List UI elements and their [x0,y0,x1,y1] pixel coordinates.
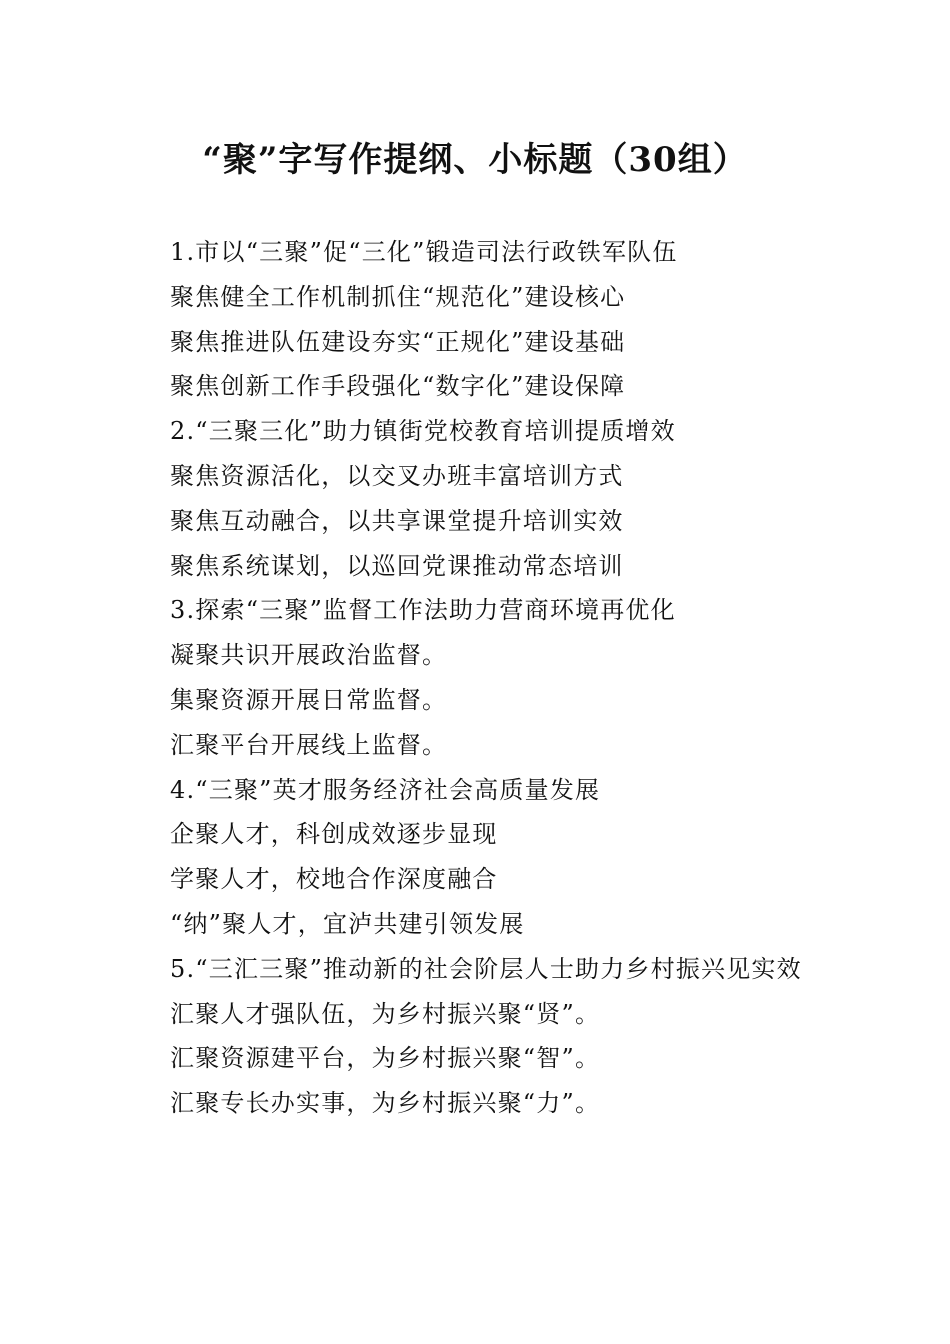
paragraph-item-2-heading: 2.“三聚三化”助力镇街党校教育培训提质增效 [170,417,676,446]
paragraph-item-5-heading: 5.“三汇三聚”推动新的社会阶层人士助力乡村振兴见实效 [170,954,802,983]
paragraph-item-2-sub-1: 聚焦资源活化，以交叉办班丰富培训方式 [170,461,624,490]
paragraph-item-4-sub-1: 企聚人才，科创成效逐步显现 [170,820,498,849]
paragraph-item-5-sub-2: 汇聚资源建平台，为乡村振兴聚“智”。 [170,1044,601,1073]
paragraph-item-4-heading: 4.“三聚”英才服务经济社会高质量发展 [170,775,601,804]
paragraph-item-2-sub-3: 聚焦系统谋划，以巡回党课推动常态培训 [170,551,624,580]
paragraph-item-1-heading: 1.市以“三聚”促“三化”锻造司法行政铁军队伍 [170,238,678,266]
paragraph-item-5-sub-1: 汇聚人才强队伍，为乡村振兴聚“贤”。 [170,999,601,1028]
paragraph-item-3-sub-1: 凝聚共识开展政治监督。 [170,641,448,670]
paragraph-item-1-sub-3: 聚焦创新工作手段强化“数字化”建设保障 [170,372,626,401]
paragraph-item-3-heading: 3.探索“三聚”监督工作法助力营商环境再优化 [170,596,676,625]
paragraph-item-3-sub-3: 汇聚平台开展线上监督。 [170,730,448,759]
paragraph-item-5-sub-3: 汇聚专长办实事，为乡村振兴聚“力”。 [170,1089,601,1118]
document-title: “聚”字写作提纲、小标题（30组） [202,140,748,180]
paragraph-item-1-sub-2: 聚焦推进队伍建设夯实“正规化”建设基础 [170,327,626,356]
paragraph-item-4-sub-2: 学聚人才，校地合作深度融合 [170,865,498,894]
paragraph-item-2-sub-2: 聚焦互动融合，以共享课堂提升培训实效 [170,506,624,535]
paragraph-item-3-sub-2: 集聚资源开展日常监督。 [170,685,448,714]
paragraph-item-1-sub-1: 聚焦健全工作机制抓住“规范化”建设核心 [170,282,626,311]
document-body [120,230,840,1126]
paragraph-item-4-sub-3: “纳”聚人才，宜泸共建引领发展 [170,909,525,938]
